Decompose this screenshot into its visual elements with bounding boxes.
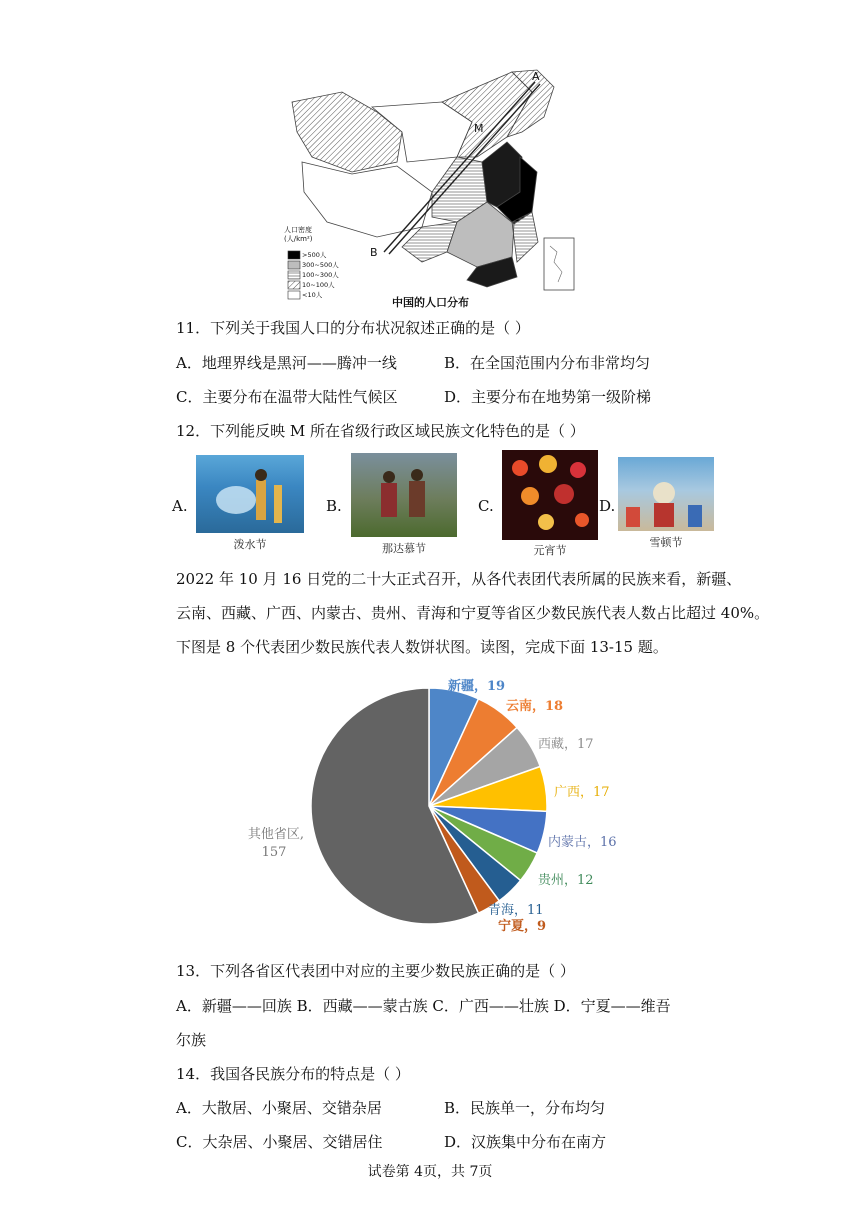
population-map <box>282 62 582 310</box>
q13-stem: 13．下列各省区代表团中对应的主要少数民族正确的是（ ） <box>176 962 575 980</box>
q12-option-d-label: D. <box>599 497 616 515</box>
pie-label-7: 青海，11 <box>488 903 544 918</box>
q14-option-a: A．大散居、小聚居、交错杂居 <box>176 1099 382 1117</box>
map-letter-m: M <box>474 122 484 135</box>
pie-chart-svg <box>230 668 650 940</box>
naadam-festival-caption: 那达慕节 <box>382 542 426 555</box>
q14-option-d: D．汉族集中分布在南方 <box>444 1133 607 1151</box>
lantern-festival-photo <box>502 450 598 540</box>
pie-label-6: 贵州，12 <box>538 873 594 888</box>
pie-label-8: 宁夏，9 <box>498 919 547 934</box>
pie-label-2: 云南，18 <box>506 699 564 714</box>
q13-options-line-2: 尔族 <box>176 1031 207 1049</box>
water-festival-caption: 泼水节 <box>233 538 267 551</box>
legend-items: >500人 300~500人 100~300人 10~100人 <10人 <box>302 251 339 299</box>
page-footer: 试卷第 4页，共 7页 <box>367 1164 493 1180</box>
shoton-festival-photo <box>618 457 714 531</box>
passage-line-1: 2022 年 10 月 16 日党的二十大正式召开，从各代表团代表所属的民族来看，新疆、 <box>176 570 742 588</box>
legend-title: 人口密度 (人/km²) <box>284 226 313 243</box>
q11-option-b: B．在全国范围内分布非常均匀 <box>444 354 651 372</box>
q14-stem: 14．我国各民族分布的特点是（ ） <box>176 1065 410 1083</box>
q11-option-c: C．主要分布在温带大陆性气候区 <box>176 388 398 406</box>
pie-label-4: 广西，17 <box>554 785 610 800</box>
pie-label-3: 西藏，17 <box>538 737 594 752</box>
naadam-festival-photo <box>351 453 457 537</box>
water-splash-icon <box>196 455 304 533</box>
water-festival-photo <box>196 455 304 533</box>
pie-label-1: 新疆，19 <box>448 679 506 694</box>
lanterns-icon <box>502 450 598 540</box>
lantern-festival-caption: 元宵节 <box>533 544 567 557</box>
q11-option-a: A．地理界线是黑河——腾冲一线 <box>176 354 397 372</box>
map-caption: 中国的人口分布 <box>392 296 469 309</box>
q14-option-b: B．民族单一，分布均匀 <box>444 1099 606 1117</box>
q12-option-c-label: C. <box>478 497 494 515</box>
pie-label-5: 内蒙古，16 <box>548 835 617 850</box>
pie-label-9: 其他省区, <box>247 827 304 842</box>
q11-option-d: D．主要分布在地势第一级阶梯 <box>444 388 652 406</box>
map-letter-a: A <box>532 70 540 83</box>
map-letter-b: B <box>370 246 378 259</box>
q12-stem: 12．下列能反映 M 所在省级行政区域民族文化特色的是（ ） <box>176 422 585 440</box>
wrestlers-icon <box>351 453 457 537</box>
pie-chart <box>230 668 650 940</box>
passage-line-3: 下图是 8 个代表团少数民族代表人数饼状图。读图，完成下面 13-15 题。 <box>176 638 668 656</box>
passage-line-2: 云南、西藏、广西、内蒙古、贵州、青海和宁夏等省区少数民族代表人数占比超过 40%。 <box>176 604 770 622</box>
pie-label-other-value: 157 <box>261 845 287 860</box>
q11-stem: 11．下列关于我国人口的分布状况叙述正确的是（ ） <box>176 319 530 337</box>
q12-option-b-label: B. <box>326 497 342 515</box>
shoton-festival-caption: 雪顿节 <box>649 536 683 549</box>
mask-dancer-icon <box>618 457 714 531</box>
q14-option-c: C．大杂居、小聚居、交错居住 <box>176 1133 383 1151</box>
q13-options-line-1: A．新疆——回族 B．西藏——蒙古族 C．广西——壮族 D．宁夏——维吾 <box>176 997 671 1015</box>
q12-option-a-label: A. <box>172 497 188 515</box>
